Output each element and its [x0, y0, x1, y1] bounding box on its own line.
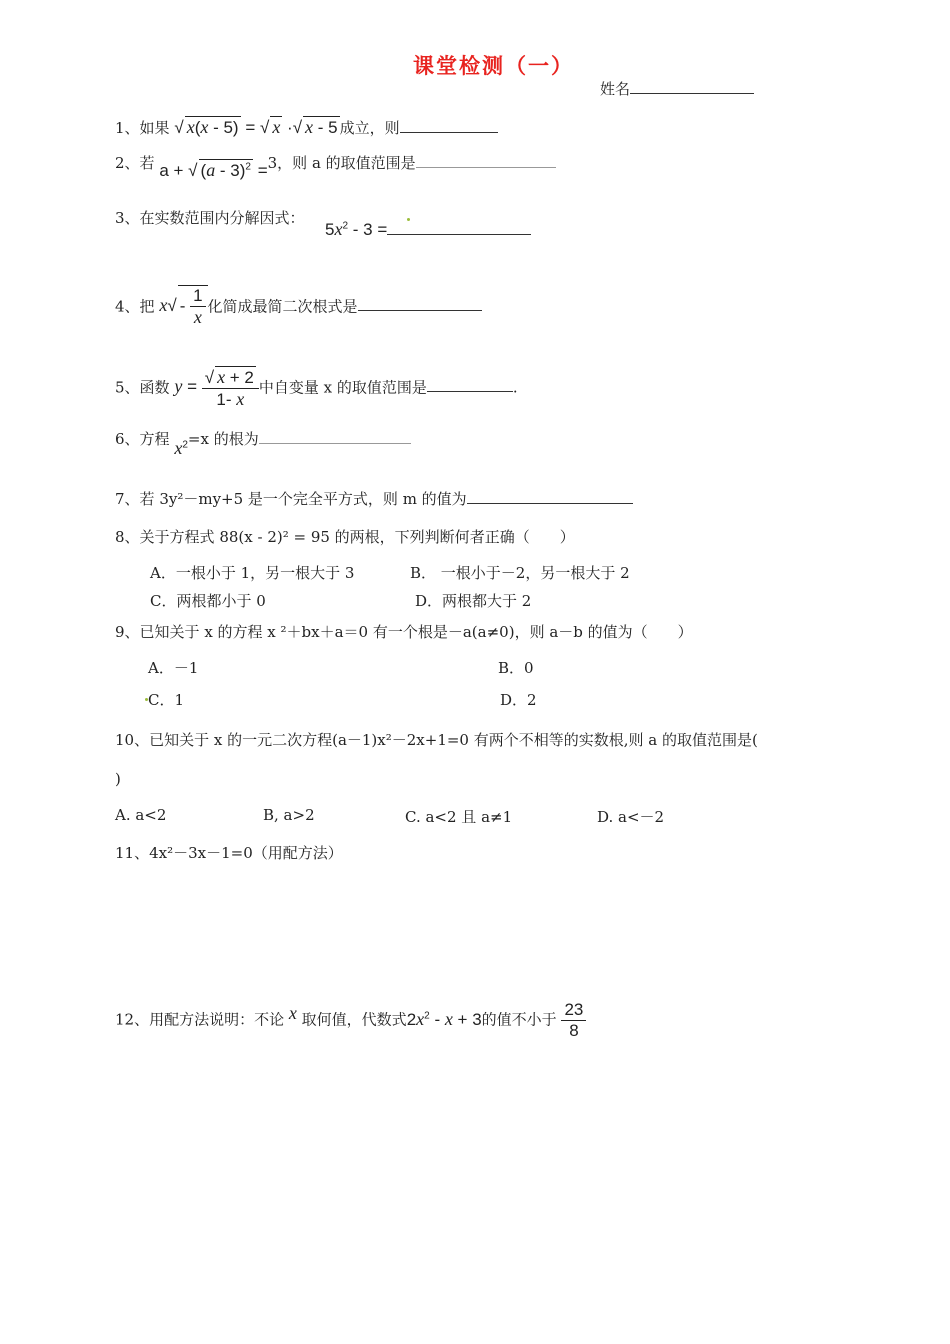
- question-4: 4、把 x√ - $\frac{1}{x}$ 化简成最简二次根式是: [115, 285, 482, 328]
- question-9: 9、已知关于 x 的方程 x ²＋bx＋a＝0 有一个根是－a(a≠0)，则 a－b 的值为（ ）: [115, 623, 693, 641]
- question-7: 7、若 3y²－my+5 是一个完全平方式，则 m 的值为: [115, 488, 633, 509]
- name-field[interactable]: [600, 78, 754, 99]
- question-8: 8、关于方程式 88(x - 2)² = 95 的两根，下列判断何者正确（ ）: [115, 528, 575, 546]
- q6-formula: $x^2$: [174, 438, 188, 458]
- q8-option-b[interactable]: B． 一根小于－2，另一根大于 2: [410, 564, 630, 582]
- q9-option-b[interactable]: B．0: [498, 659, 534, 677]
- q10-option-a[interactable]: A. a<2: [115, 806, 167, 824]
- q4-answer-blank[interactable]: [358, 296, 482, 311]
- q6-answer-blank[interactable]: [259, 429, 411, 444]
- q4-formula: x√ - $\frac{1}{x}$: [159, 296, 207, 315]
- q2-formula: a + √ (a - 3)$^2$ =: [159, 160, 268, 180]
- q9-option-d[interactable]: D．2: [500, 691, 537, 709]
- question-12: 12、用配方法说明：不论 x 取何值，代数式$2x^2 - x + 3$的值不小于 $\frac{23}{8}$: [115, 1000, 586, 1041]
- q5-answer-blank[interactable]: [427, 377, 513, 392]
- q8-option-a[interactable]: A．一根小于 1，另一根大于 3: [150, 564, 355, 582]
- question-10: 10、已知关于 x 的一元二次方程(a－1)x²－2x+1=0 有两个不相等的实数根,则 a 的取值范围是(: [115, 731, 758, 749]
- q1-formula: √ x(x - 5) = √ x ·√ x - 5: [174, 117, 338, 137]
- q10-option-b[interactable]: B, a>2: [263, 806, 315, 824]
- question-5: 5、函数 y = $\frac{√ x + 2}{1- x}$ 中自变量 x 的取值范围是 .: [115, 367, 518, 409]
- q12-fraction: $\frac{23}{8}$: [561, 1000, 586, 1041]
- q8-option-c[interactable]: C．两根都小于 0: [150, 592, 266, 610]
- page-title: 课堂检测（一）: [413, 54, 574, 78]
- question-10-continued: ): [115, 770, 121, 788]
- q12-variable: x: [288, 1002, 297, 1023]
- q3-answer-blank[interactable]: [387, 220, 531, 235]
- q3-formula: $5x^2 - 3$ =: [325, 219, 531, 240]
- question-6: 6、方程 $x^2=x$ 的根为: [115, 428, 411, 449]
- q7-answer-blank[interactable]: [467, 489, 633, 504]
- question-1: 1、如果 √ x(x - 5) = √ x ·√ x - 5 成立，则: [115, 116, 498, 138]
- q10-option-c[interactable]: C. a<2 且 a≠1: [405, 808, 513, 826]
- q9-option-c[interactable]: C．1: [148, 691, 185, 709]
- q9-option-a[interactable]: A．－1: [148, 659, 199, 677]
- q5-formula: y = $\frac{√ x + 2}{1- x}$: [174, 377, 259, 396]
- name-label: 姓名: [600, 80, 631, 98]
- q1-answer-blank[interactable]: [400, 118, 498, 133]
- q2-answer-blank[interactable]: [416, 153, 556, 168]
- question-11: 11、4x²－3x－1=0（用配方法）: [115, 844, 343, 862]
- q8-option-d[interactable]: D．两根都大于 2: [415, 592, 532, 610]
- q10-option-d[interactable]: D. a<－2: [597, 808, 665, 826]
- q12-formula: $2x^2 - x + 3$: [406, 1008, 482, 1029]
- question-2: 2、若 a + √ (a - 3)$^2$ =3，则 a 的取值范围是: [115, 151, 556, 173]
- question-3: 3、在实数范围内分解因式：: [115, 209, 305, 227]
